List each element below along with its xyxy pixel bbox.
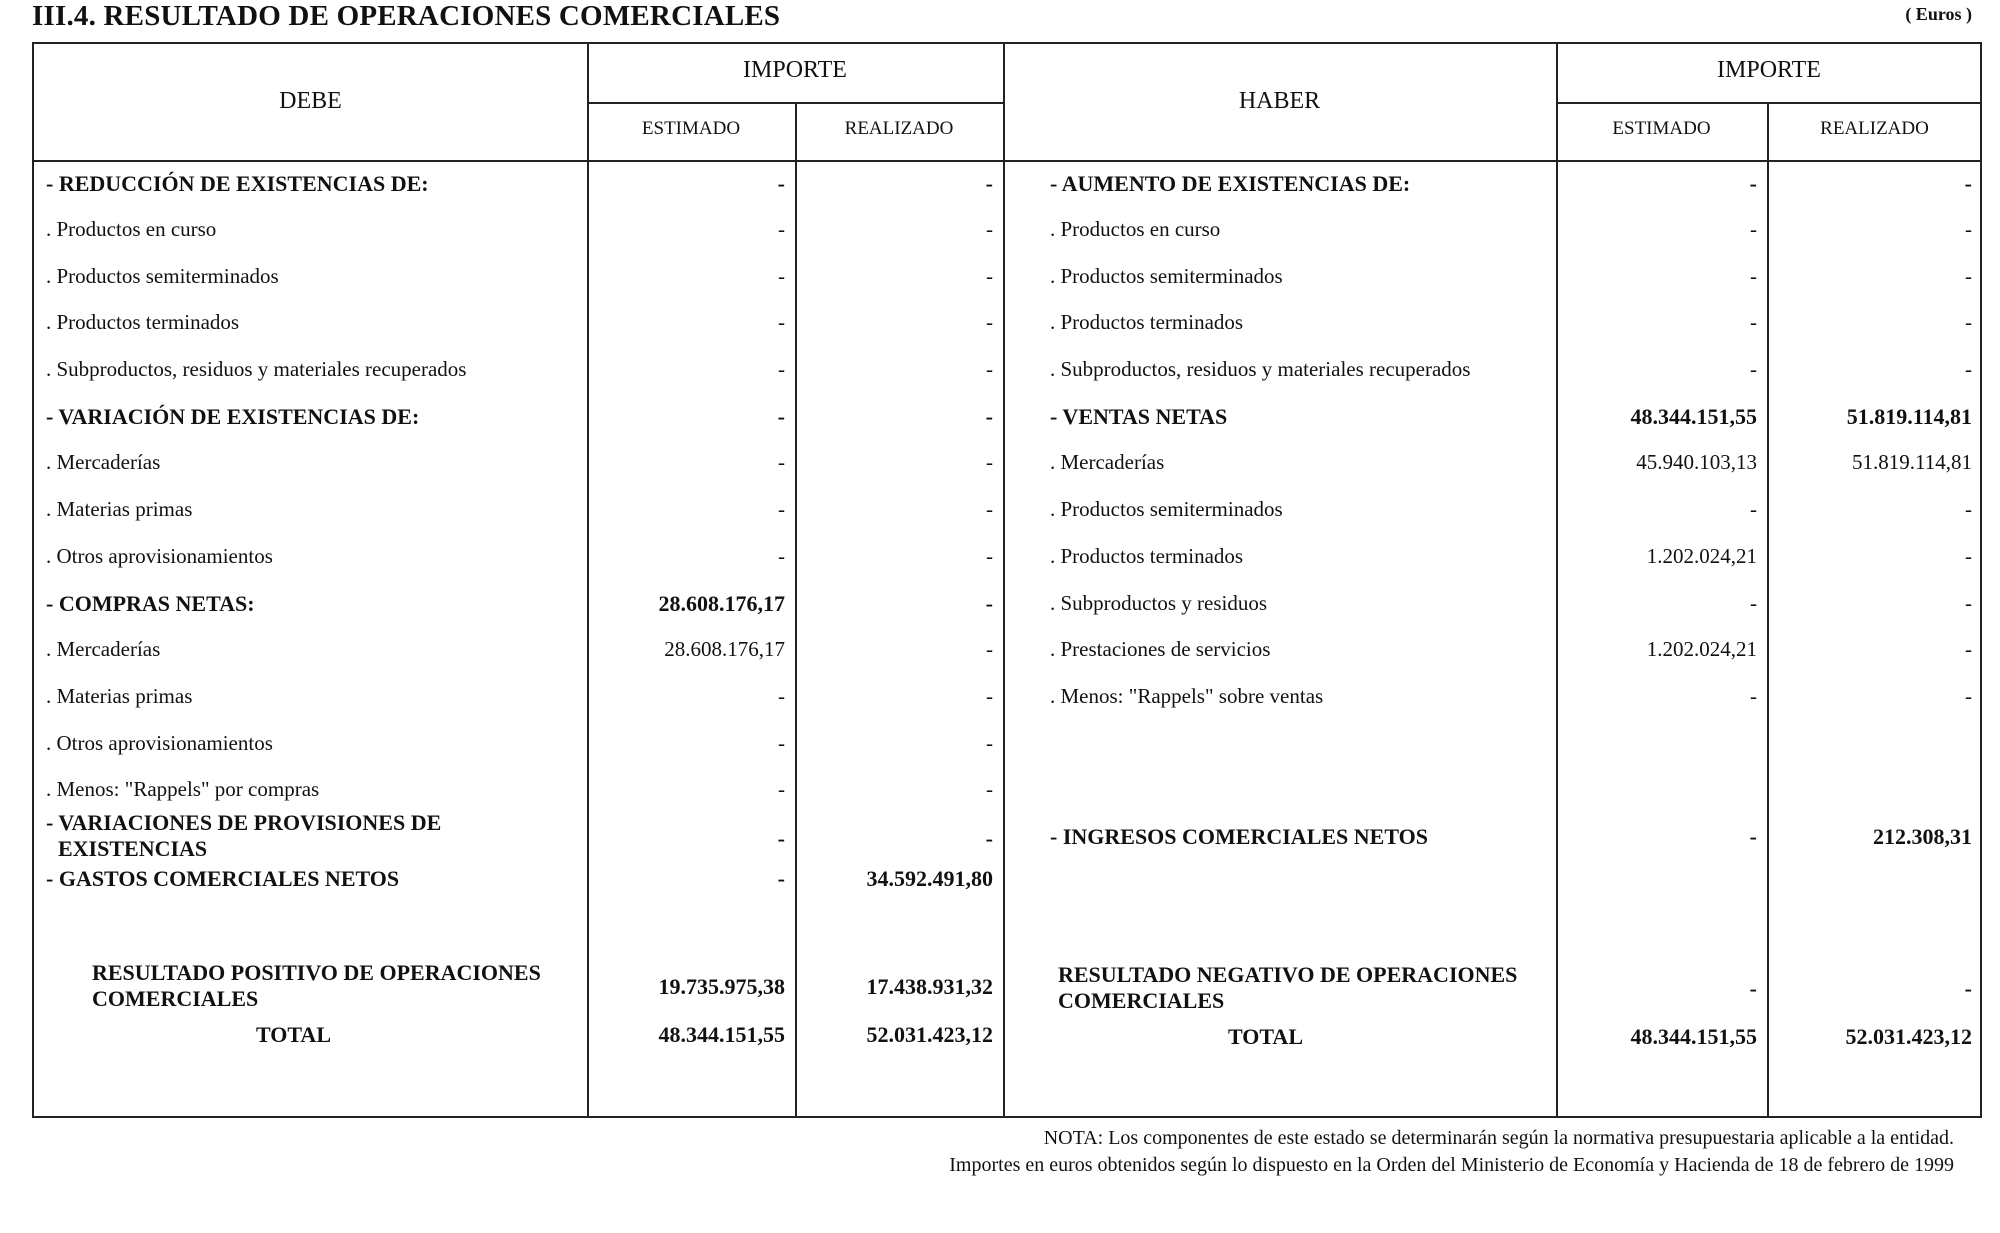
haber-row-realizado: 51.819.114,81	[1852, 450, 1972, 474]
haber-row-label: - VENTAS NETAS	[1050, 404, 1228, 429]
debe-row-estimado: -	[778, 450, 785, 474]
haber-row-realizado: -	[1965, 217, 1972, 241]
haber-header: HABER	[1238, 88, 1321, 114]
debe-row-estimado: -	[777, 404, 785, 429]
units-label: ( Euros )	[1905, 4, 1972, 24]
debe-row-label: . Productos terminados	[46, 310, 240, 334]
haber-row-estimado: -	[1750, 684, 1757, 708]
debe-row-estimado: -	[778, 497, 785, 521]
haber-result-label: RESULTADO NEGATIVO DE OPERACIONES	[1058, 962, 1518, 987]
debe-row-realizado: -	[986, 777, 993, 801]
haber-row-estimado: -	[1750, 357, 1757, 381]
debe-total-estimado: 48.344.151,55	[658, 1022, 785, 1047]
debe-row-label: . Productos en curso	[46, 217, 217, 241]
debe-header: DEBE	[279, 88, 342, 114]
haber-row-label: . Subproductos y residuos	[1050, 591, 1267, 615]
haber-row-realizado: -	[1965, 591, 1972, 615]
haber-row-realizado: -	[1964, 171, 1972, 196]
haber-row-realizado: -	[1965, 684, 1972, 708]
haber-estimado-header: ESTIMADO	[1612, 118, 1711, 139]
debe-result-realizado: 17.438.931,32	[866, 974, 993, 999]
col-divider	[1003, 44, 1005, 1116]
debe-result-estimado: 19.735.975,38	[658, 974, 785, 999]
debe-row-label: - VARIACIÓN DE EXISTENCIAS DE:	[46, 404, 420, 429]
header-divider	[1556, 102, 1982, 104]
debe-row-estimado: 28.608.176,17	[658, 591, 785, 616]
debe-row-estimado: -	[778, 217, 785, 241]
haber-row-estimado: -	[1750, 264, 1757, 288]
haber-row-label: . Productos terminados	[1050, 310, 1244, 334]
haber-row-label: - INGRESOS COMERCIALES NETOS	[1050, 824, 1428, 849]
header-divider	[587, 102, 1003, 104]
debe-row-label: - COMPRAS NETAS:	[46, 591, 255, 616]
haber-result-realizado: -	[1964, 976, 1972, 1001]
debe-result-label-2: COMERCIALES	[92, 986, 259, 1011]
haber-row-estimado: 1.202.024,21	[1646, 544, 1757, 568]
debe-row-label: - REDUCCIÓN DE EXISTENCIAS DE:	[46, 171, 429, 196]
debe-row-estimado: -	[778, 310, 785, 334]
debe-row-label: . Materias primas	[46, 497, 193, 521]
haber-row-realizado: 51.819.114,81	[1846, 404, 1972, 429]
debe-row-realizado: -	[985, 591, 993, 616]
debe-row-realizado: -	[985, 171, 993, 196]
haber-row-realizado: -	[1965, 637, 1972, 661]
haber-row-estimado: -	[1750, 591, 1757, 615]
debe-total-label: TOTAL	[256, 1022, 331, 1047]
debe-row-realizado: -	[986, 684, 993, 708]
debe-row-label-2: EXISTENCIAS	[58, 836, 208, 861]
debe-row-estimado: -	[778, 777, 785, 801]
haber-row-realizado: -	[1965, 310, 1972, 334]
debe-row-estimado: -	[778, 544, 785, 568]
debe-result-label: RESULTADO POSITIVO DE OPERACIONES	[92, 960, 541, 985]
haber-total-realizado: 52.031.423,12	[1845, 1024, 1972, 1049]
haber-row-label: . Subproductos, residuos y materiales recuperados	[1050, 357, 1471, 381]
debe-row-estimado: -	[777, 826, 785, 851]
statement-table	[32, 42, 1982, 1118]
haber-row-realizado: 212.308,31	[1873, 824, 1972, 849]
debe-row-label: . Subproductos, residuos y materiales recuperados	[46, 357, 467, 381]
debe-row-realizado: -	[986, 450, 993, 474]
haber-importe-header: IMPORTE	[1717, 57, 1821, 83]
haber-row-estimado: -	[1750, 497, 1757, 521]
debe-row-label: . Materias primas	[46, 684, 193, 708]
haber-row-estimado: -	[1749, 824, 1757, 849]
haber-realizado-header: REALIZADO	[1820, 118, 1929, 139]
haber-total-estimado: 48.344.151,55	[1630, 1024, 1757, 1049]
haber-row-realizado: -	[1965, 497, 1972, 521]
haber-row-estimado: 48.344.151,55	[1630, 404, 1757, 429]
debe-row-label: . Menos: "Rappels" por compras	[46, 777, 320, 801]
debe-row-realizado: -	[985, 404, 993, 429]
haber-total-label: TOTAL	[1228, 1024, 1303, 1049]
note-line-2: Importes en euros obtenidos según lo dispuesto en la Orden del Ministerio de Economía y Hacienda de 18 de febrero de 1999	[949, 1154, 1954, 1176]
debe-row-realizado: -	[986, 731, 993, 755]
col-divider	[1556, 44, 1558, 1116]
debe-row-label: . Mercaderías	[46, 637, 161, 661]
haber-row-label: . Menos: "Rappels" sobre ventas	[1050, 684, 1324, 708]
haber-row-realizado: -	[1965, 357, 1972, 381]
debe-row-realizado: -	[986, 310, 993, 334]
debe-row-label: . Mercaderías	[46, 450, 161, 474]
debe-row-estimado: -	[777, 866, 785, 891]
debe-row-realizado: -	[986, 264, 993, 288]
debe-row-estimado: -	[778, 264, 785, 288]
haber-row-label: - AUMENTO DE EXISTENCIAS DE:	[1050, 171, 1411, 196]
debe-row-realizado: -	[986, 637, 993, 661]
haber-row-label: . Productos en curso	[1050, 217, 1221, 241]
note-line-1: NOTA: Los componentes de este estado se determinarán según la normativa presupuestaria aplicable a la entidad.	[1043, 1127, 1954, 1149]
debe-row-realizado: -	[986, 544, 993, 568]
haber-result-estimado: -	[1749, 976, 1757, 1001]
haber-row-estimado: 45.940.103,13	[1636, 450, 1757, 474]
debe-row-label: . Productos semiterminados	[46, 264, 279, 288]
debe-row-label: . Otros aprovisionamientos	[46, 544, 273, 568]
haber-row-label: . Mercaderías	[1050, 450, 1165, 474]
haber-row-realizado: -	[1965, 544, 1972, 568]
haber-row-label: . Productos semiterminados	[1050, 497, 1283, 521]
debe-row-realizado: 34.592.491,80	[866, 866, 993, 891]
haber-row-label: . Productos semiterminados	[1050, 264, 1283, 288]
debe-row-estimado: -	[778, 731, 785, 755]
debe-row-realizado: -	[986, 217, 993, 241]
debe-row-label: - VARIACIONES DE PROVISIONES DE	[46, 810, 442, 835]
haber-row-estimado: 1.202.024,21	[1646, 637, 1757, 661]
debe-row-label: . Otros aprovisionamientos	[46, 731, 273, 755]
debe-row-realizado: -	[986, 357, 993, 381]
haber-row-realizado: -	[1965, 264, 1972, 288]
haber-row-estimado: -	[1750, 310, 1757, 334]
debe-total-realizado: 52.031.423,12	[866, 1022, 993, 1047]
haber-row-estimado: -	[1750, 217, 1757, 241]
debe-importe-header: IMPORTE	[743, 57, 847, 83]
haber-row-estimado: -	[1749, 171, 1757, 196]
debe-row-estimado: 28.608.176,17	[664, 637, 785, 661]
debe-row-estimado: -	[778, 357, 785, 381]
header-bottom-rule	[34, 160, 1982, 162]
haber-result-label-2: COMERCIALES	[1058, 988, 1225, 1013]
debe-row-estimado: -	[777, 171, 785, 196]
debe-row-estimado: -	[778, 684, 785, 708]
page-title: III.4. RESULTADO DE OPERACIONES COMERCIALES	[32, 0, 781, 32]
col-divider	[587, 44, 589, 1116]
debe-realizado-header: REALIZADO	[844, 118, 954, 139]
haber-row-label: . Productos terminados	[1050, 544, 1244, 568]
debe-row-realizado: -	[986, 497, 993, 521]
debe-row-label: - GASTOS COMERCIALES NETOS	[46, 866, 400, 891]
haber-row-label: . Prestaciones de servicios	[1050, 637, 1271, 661]
debe-row-realizado: -	[985, 826, 993, 851]
debe-estimado-header: ESTIMADO	[641, 118, 741, 139]
